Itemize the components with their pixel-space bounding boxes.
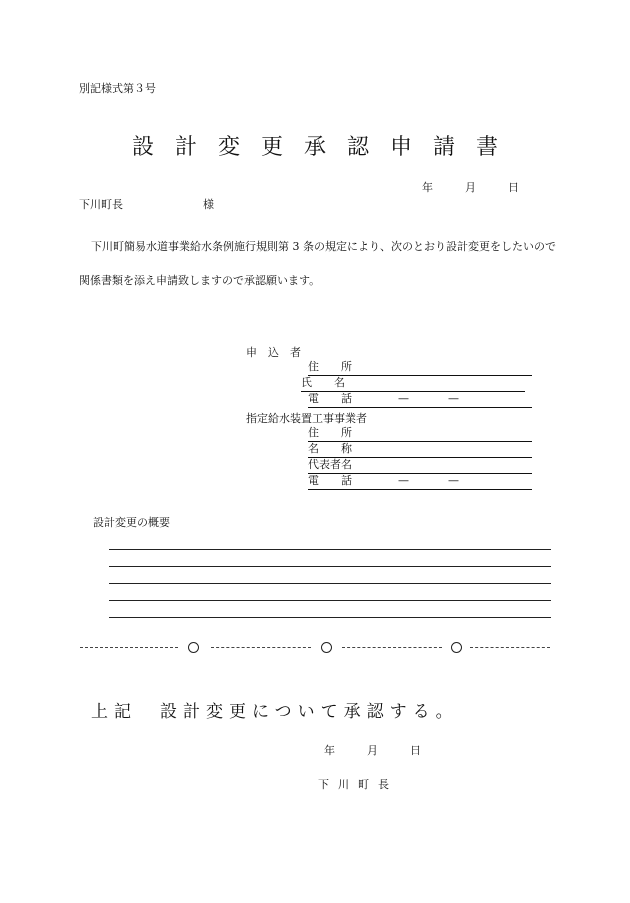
overview-label: 設計変更の概要 — [93, 516, 170, 529]
cut-line-segment — [470, 647, 550, 648]
applicant-name-field[interactable] — [301, 375, 525, 392]
punch-hole-circle-icon — [451, 642, 462, 653]
page-title: 設計変更承認申請書 — [131, 135, 519, 160]
contractor-representative-label: 代表者名 — [308, 458, 352, 471]
date-line-bottom — [324, 742, 421, 758]
applicant-heading: 申 込 者 — [246, 346, 301, 359]
applicant-address-field[interactable] — [308, 359, 532, 376]
date-day: 日 — [508, 181, 519, 194]
punch-hole-circle-icon — [188, 642, 199, 653]
cut-line-segment — [342, 647, 442, 648]
cut-line — [80, 641, 550, 655]
contractor-address-label: 住 所 — [308, 426, 352, 439]
applicant-phone-dash-1: — — [398, 392, 409, 405]
addressee-name: 下川町長 — [79, 198, 123, 211]
punch-hole-circle-icon — [321, 642, 332, 653]
applicant-phone-label: 電 話 — [308, 392, 352, 405]
mayor-signature: 下川町長 — [318, 778, 398, 791]
applicant-phone-field[interactable] — [308, 391, 532, 408]
date-day: 日 — [410, 744, 421, 757]
overview-line[interactable] — [109, 617, 551, 618]
contractor-phone-label: 電 話 — [308, 474, 352, 487]
date-month: 月 — [367, 744, 378, 757]
contractor-phone-field[interactable] — [308, 473, 532, 490]
applicant-name-label: 氏 名 — [301, 376, 345, 389]
contractor-representative-field[interactable] — [308, 457, 532, 474]
contractor-company-field[interactable] — [308, 441, 532, 458]
overview-line[interactable] — [109, 549, 551, 550]
cut-line-segment — [80, 647, 178, 648]
contractor-address-field[interactable] — [308, 425, 532, 442]
addressee — [79, 196, 214, 212]
date-month: 月 — [465, 181, 476, 194]
contractor-heading: 指定給水装置工事事業者 — [246, 412, 367, 425]
applicant-address-label: 住 所 — [308, 360, 352, 373]
contractor-phone-dash-2: — — [448, 474, 459, 487]
date-year: 年 — [324, 744, 335, 757]
approval-statement: 上記 設計変更について承認する。 — [91, 702, 459, 722]
addressee-honorific: 様 — [203, 198, 214, 211]
overview-line[interactable] — [109, 566, 551, 567]
cut-line-segment — [211, 647, 311, 648]
body-text: 下川町簡易水道事業給水条例施行規則第 3 条の規定により、次のとおり設計変更をしたいので関係書類を添え申請致しますので承認願います。 — [79, 240, 556, 287]
date-year: 年 — [422, 181, 433, 194]
contractor-company-label: 名 称 — [308, 442, 352, 455]
date-line-top — [422, 179, 519, 195]
contractor-phone-dash-1: — — [398, 474, 409, 487]
form-number: 別記様式第３号 — [79, 82, 156, 95]
overview-line[interactable] — [109, 600, 551, 601]
overview-line[interactable] — [109, 583, 551, 584]
applicant-phone-dash-2: — — [448, 392, 459, 405]
